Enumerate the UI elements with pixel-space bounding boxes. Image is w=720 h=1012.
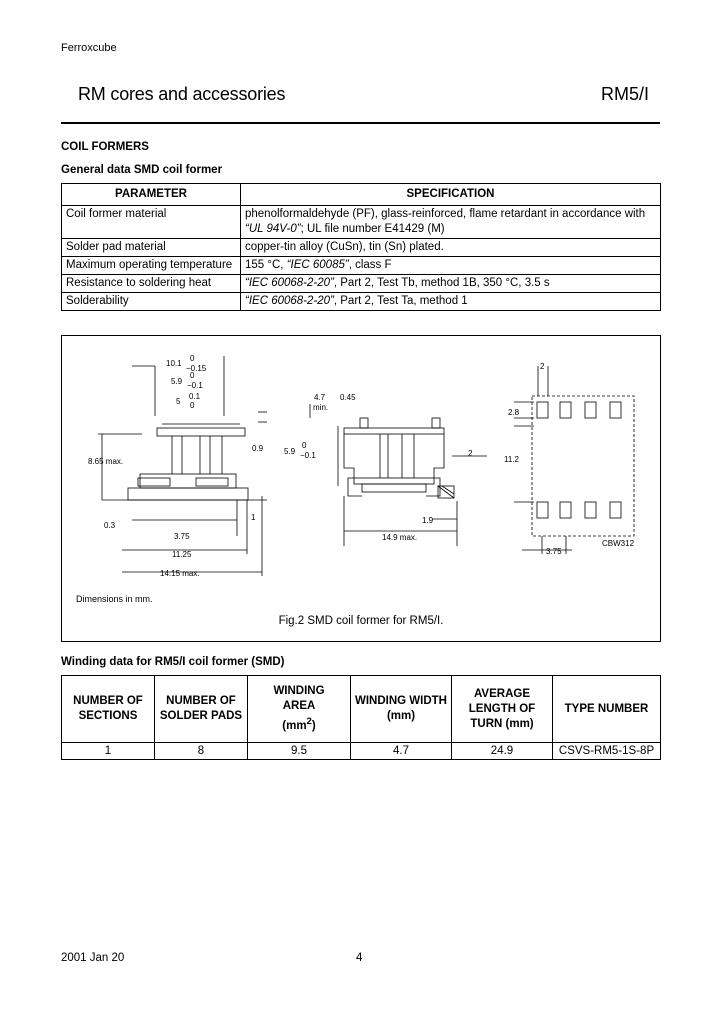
- company-name: Ferroxcube: [61, 42, 117, 54]
- dim-label: 5.9: [284, 447, 296, 456]
- dim-label: 0.9: [252, 444, 264, 453]
- footer-date: 2001 Jan 20: [61, 952, 125, 964]
- winding-table: [61, 675, 661, 760]
- table-row: [62, 293, 661, 311]
- param-cell: Solder pad material: [62, 239, 241, 257]
- table-row: [62, 275, 661, 293]
- column-header: SPECIFICATION: [241, 184, 661, 206]
- spec-cell: “IEC 60068-2-20”, Part 2, Test Tb, method 1B, 350 °C, 3.5 s: [241, 275, 661, 293]
- table-row: [62, 206, 661, 239]
- page-number: 4: [356, 952, 363, 964]
- dim-label: 2: [468, 449, 473, 458]
- dim-label: 1: [251, 513, 256, 522]
- table-cell: 8: [155, 743, 248, 760]
- dim-label: 0: [190, 371, 195, 380]
- dim-label: 3.75: [174, 532, 190, 541]
- table-row: [62, 257, 661, 275]
- document-code: RM5/I: [600, 84, 649, 104]
- dimension-note: Dimensions in mm.: [76, 594, 153, 604]
- dim-label: 11.25: [172, 550, 192, 559]
- dim-label: 0.1: [189, 392, 201, 401]
- dim-label: 10.1: [166, 359, 182, 368]
- section-title: COIL FORMERS: [61, 141, 149, 153]
- document-title: RM cores and accessories: [78, 84, 286, 104]
- dim-label: min.: [313, 403, 329, 412]
- dim-label: 11.2: [504, 455, 519, 464]
- dim-label: 5: [176, 397, 181, 406]
- column-header: TYPE NUMBER: [553, 676, 661, 743]
- param-cell: Maximum operating temperature: [62, 257, 241, 275]
- column-header: NUMBER OF SOLDER PADS: [155, 676, 248, 743]
- dim-label: 0.45: [340, 393, 356, 402]
- dim-label: 14.9 max.: [382, 533, 418, 542]
- dim-label: 2: [540, 362, 545, 371]
- table-row: [62, 743, 661, 760]
- table-row: [62, 239, 661, 257]
- spec-cell: 155 °C, “IEC 60085”, class F: [241, 257, 661, 275]
- dim-label: 1.9: [422, 516, 434, 525]
- dim-label: 8.65 max.: [88, 457, 124, 466]
- header-rule: [61, 122, 660, 124]
- spec-cell: copper-tin alloy (CuSn), tin (Sn) plated.: [241, 239, 661, 257]
- dim-label: 0: [302, 441, 307, 450]
- dim-label: −0.15: [186, 364, 207, 373]
- column-header: NUMBER OF SECTIONS: [62, 676, 155, 743]
- table-cell: 24.9: [452, 743, 553, 760]
- param-cell: Solderability: [62, 293, 241, 311]
- dim-label: −0.1: [187, 381, 203, 390]
- table-header-row: [62, 676, 661, 743]
- column-header: AVERAGE LENGTH OF TURN (mm): [452, 676, 553, 743]
- column-header: WINDING AREA $(mm^2)$: [248, 676, 351, 743]
- dim-label: 0: [190, 401, 195, 410]
- dim-label: 3.75: [546, 547, 562, 556]
- dim-label: 5.9: [171, 377, 183, 386]
- table-cell: 9.5: [248, 743, 351, 760]
- winding-table-title: Winding data for RM5/I coil former (SMD): [61, 656, 285, 668]
- table-cell: CSVS-RM5-1S-8P: [553, 743, 661, 760]
- figure-box: [61, 335, 661, 642]
- dim-label: −0.1: [300, 451, 316, 460]
- spec-cell: phenolformaldehyde (PF), glass-reinforced, flame retardant in accordance with “UL 94V-0”; UL file number E41429 (M): [241, 206, 661, 239]
- spec-table-title: General data SMD coil former: [61, 164, 223, 176]
- dim-label: 0: [190, 354, 195, 363]
- figure-code: CBW312: [602, 539, 635, 548]
- dim-label: 2.8: [508, 408, 520, 417]
- spec-table: [61, 183, 661, 311]
- dim-label: 14.15 max.: [160, 569, 200, 578]
- table-cell: 4.7: [351, 743, 452, 760]
- column-header: WINDING WIDTH (mm): [351, 676, 452, 743]
- spec-cell: “IEC 60068-2-20”, Part 2, Test Ta, method 1: [241, 293, 661, 311]
- dim-label: 4.7: [314, 393, 326, 402]
- table-cell: 1: [62, 743, 155, 760]
- figure-caption: Fig.2 SMD coil former for RM5/I.: [278, 615, 444, 627]
- column-header: PARAMETER: [62, 184, 241, 206]
- table-header-row: [62, 184, 661, 206]
- param-cell: Coil former material: [62, 206, 241, 239]
- param-cell: Resistance to soldering heat: [62, 275, 241, 293]
- dim-label: 0.3: [104, 521, 116, 530]
